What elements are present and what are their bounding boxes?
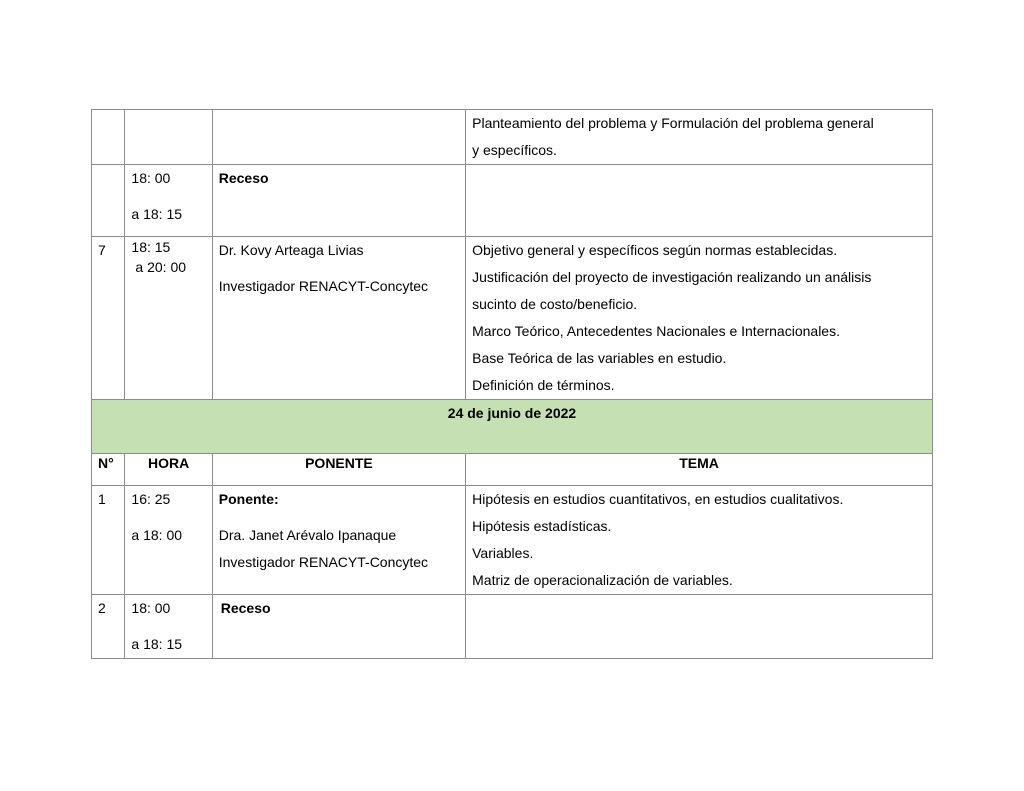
- ponente-name: Dr. Kovy Arteaga Livias: [218, 242, 364, 258]
- header-tema: TEMA: [466, 454, 933, 486]
- cell-tema: [466, 486, 933, 595]
- hora-start: 16: 25: [131, 491, 171, 507]
- header-num: N°: [92, 454, 125, 486]
- ponente-role: Investigador RENACYT-Concytec: [218, 278, 429, 294]
- tema-line: Variables.: [472, 545, 534, 561]
- hora-start: 18: 15: [131, 239, 171, 255]
- table-row-recess: [92, 595, 933, 659]
- cell-hora: [125, 110, 212, 165]
- table-row-session-1: [92, 486, 933, 595]
- recess-label: Receso: [218, 170, 269, 186]
- cell-hora: [125, 595, 212, 659]
- tema-line: Definición de términos.: [472, 377, 615, 393]
- hora-end: a 20: 00: [135, 259, 187, 275]
- cell-num: [92, 165, 125, 237]
- cell-num: 2: [92, 595, 125, 659]
- table-row-recess: [92, 165, 933, 237]
- tema-line: Planteamiento del problema y Formulación del problema general: [472, 115, 874, 131]
- tema-line: Hipótesis estadísticas.: [472, 518, 612, 534]
- header-hora: HORA: [125, 454, 212, 486]
- cell-num: 1: [92, 486, 125, 595]
- tema-line: Justificación del proyecto de investigación realizando un análisis: [472, 269, 872, 285]
- cell-tema: [466, 237, 933, 400]
- tema-line: Hipótesis en estudios cuantitativos, en estudios cualitativos.: [472, 491, 844, 507]
- hora-start: 18: 00: [131, 600, 171, 616]
- cell-ponente: [212, 237, 465, 400]
- hora-end: a 18: 00: [131, 527, 183, 543]
- hora-start: 18: 00: [131, 170, 171, 186]
- tema-line: sucinto de costo/beneficio.: [472, 296, 638, 312]
- tema-line: y específicos.: [472, 142, 557, 158]
- cell-ponente: [212, 486, 465, 595]
- header-ponente: PONENTE: [212, 454, 465, 486]
- table-row-continuation: [92, 110, 933, 165]
- ponente-label: Ponente:: [218, 491, 279, 507]
- tema-line: Base Teórica de las variables en estudio.: [472, 350, 727, 366]
- cell-tema: [466, 595, 933, 659]
- cell-hora: [125, 237, 212, 400]
- cell-num: [92, 110, 125, 165]
- date-header-row: [92, 400, 933, 454]
- hora-end: a 18: 15: [131, 636, 183, 652]
- cell-hora: [125, 165, 212, 237]
- date-header: 24 de junio de 2022: [92, 400, 933, 454]
- table-row-session-7: [92, 237, 933, 400]
- cell-ponente: [212, 165, 465, 237]
- hora-end: a 18: 15: [131, 206, 183, 222]
- cell-num: 7: [92, 237, 125, 400]
- cell-ponente: [212, 595, 465, 659]
- cell-hora: [125, 486, 212, 595]
- cell-tema: [466, 110, 933, 165]
- tema-line: Matriz de operacionalización de variables.: [472, 572, 733, 588]
- cell-tema: [466, 165, 933, 237]
- column-header-row: [92, 454, 933, 486]
- cell-ponente: [212, 110, 465, 165]
- tema-line: Objetivo general y específicos según normas establecidas.: [472, 242, 838, 258]
- schedule-table: [91, 109, 933, 659]
- tema-line: Marco Teórico, Antecedentes Nacionales e Internacionales.: [472, 323, 840, 339]
- recess-label: Receso: [220, 600, 271, 616]
- ponente-name: Dra. Janet Arévalo Ipanaque: [218, 527, 397, 543]
- ponente-role: Investigador RENACYT-Concytec: [218, 554, 429, 570]
